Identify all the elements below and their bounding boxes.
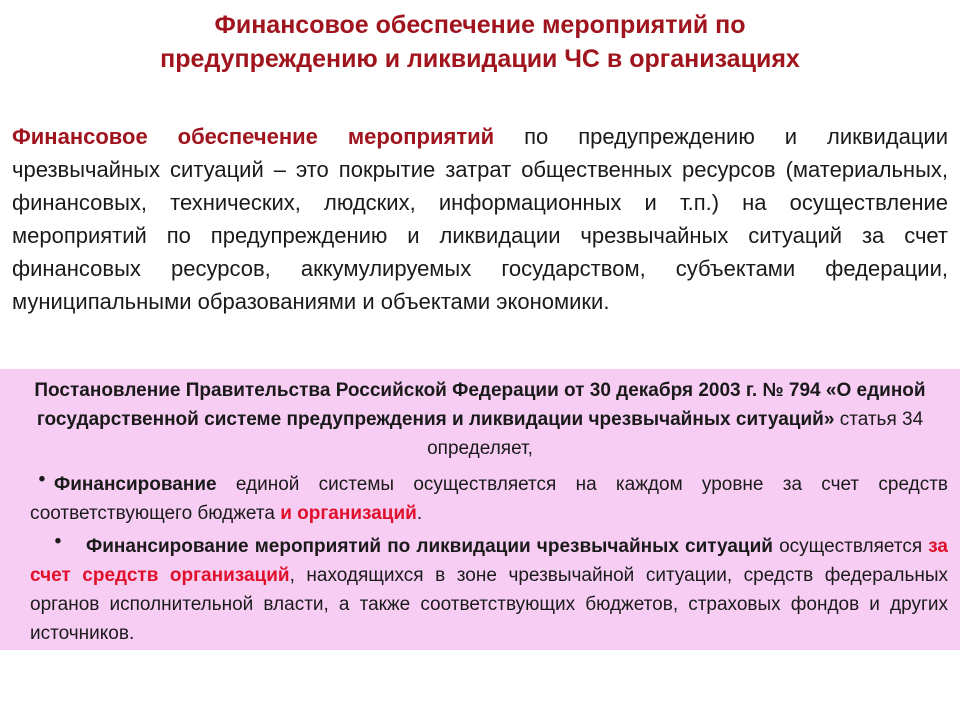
bullet-icon: •	[54, 531, 62, 552]
bullet-highlight: и организаций	[280, 503, 417, 524]
bullet-bold: Финансирование мероприятий по ликвидации чрезвычайных ситуаций	[86, 536, 773, 557]
definition-text: по предупреждению и ликвидации чрезвычайных ситуаций – это покрытие затрат общественных ресурсов (материальных, финансовых, технических, людских, информационных и т.п.) на осуществление мероприятий по предупреждению и ликвидации чрезвычайных ситуаций за счет финансовых ресурсов, аккумулируемых государством, субъектами федерации, муниципальными образованиями и объектами экономики.	[12, 124, 948, 314]
page-title-line-1: Финансовое обеспечение мероприятий по	[214, 11, 746, 39]
decree-heading	[12, 376, 948, 463]
definition-paragraph	[12, 120, 948, 318]
decree-rest: статья 34 определяет,	[427, 409, 924, 459]
bullet-bold: Финансирование	[54, 474, 217, 495]
bullet-highlight: за счет средств организаций	[30, 536, 948, 586]
decree-title: Постановление Правительства Российской Федерации от 30 декабря 2003 г. № 794 «О единой государственной системе предупреждения и ликвидации чрезвычайных ситуаций»	[34, 380, 926, 430]
bullet-item	[30, 470, 948, 528]
bullet-text: единой системы осуществляется на каждом уровне за счет средств соответствующего бюджета	[30, 474, 948, 524]
bullet-text: осуществляется	[772, 536, 929, 557]
bullet-icon: •	[38, 469, 46, 490]
bullet-item	[30, 532, 948, 648]
definition-term: Финансовое обеспечение мероприятий	[12, 124, 495, 149]
bullet-end: , находящихся в зоне чрезвычайной ситуации, средств федеральных органов исполнительной власти, а также соответствующих бюджетов, страховых фондов и других источников.	[30, 565, 948, 644]
page-title	[20, 8, 940, 76]
bullet-end: .	[416, 503, 423, 524]
page-title-line-2: предупреждению и ликвидации ЧС в организациях	[160, 45, 800, 73]
